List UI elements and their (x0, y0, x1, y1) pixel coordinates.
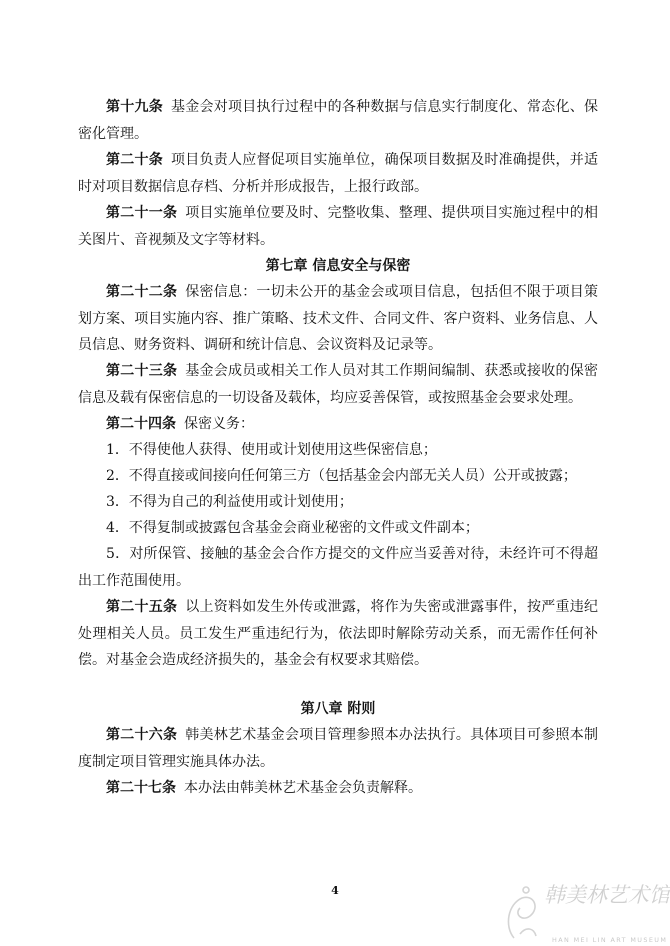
article-label: 第十九条 (106, 99, 163, 115)
article-26 (78, 722, 598, 775)
obligation-item: 3．不得为自己的利益使用或计划使用； (106, 494, 353, 510)
obligation-item: 5．对所保管、接触的基金会合作方提交的文件应当妥善对待，未经许可不得超出工作范围使用。 (78, 546, 598, 589)
obligation-item: 1．不得使他人获得、使用或计划使用这些保密信息； (106, 442, 437, 458)
article-label: 第二十五条 (106, 599, 178, 615)
obligation-item: 4．不得复制或披露包含基金会商业秘密的文件或文件副本； (106, 520, 479, 536)
article-text: 保密信息：一切未公开的基金会或项目信息，包括但不限于项目策划方案、项目实施内容、推广策略、技术文件、合同文件、客户资料、业务信息、人员信息、财务资料、调研和统计信息、会议资料及记录等。 (78, 284, 599, 353)
article-25 (78, 594, 598, 674)
page-number: 4 (331, 884, 339, 897)
article-text: 以上资料如发生外传或泄露，将作为失密或泄露事件，按严重违纪 处理相关人员。员工发生严重违纪行为，依法即时解除劳动关系，而无需作任何补偿。对基金会造成经济损失的，基金会有权要求其赔偿。 (78, 599, 599, 668)
watermark-subtitle: HAN MEI LIN ART MUSEUM (552, 936, 668, 944)
article-text: 项目负责人应督促项目实施单位，确保项目数据及时准确提供，并适时对项目数据信息存档、分析并形成报告，上报行政部。 (78, 152, 599, 195)
article-text: 基金会对项目执行过程中的各种数据与信息实行制度化、常态化、保密化管理。 (78, 99, 599, 142)
chapter-7-heading: 第七章 信息安全与保密 (265, 258, 411, 274)
museum-watermark-logo (500, 868, 670, 946)
watermark-emblem-icon (508, 887, 536, 938)
article-label: 第二十三条 (106, 363, 178, 379)
article-label: 第二十七条 (106, 780, 176, 796)
article-text: 本办法由韩美林艺术基金会负责解释。 (184, 780, 422, 796)
article-label: 第二十六条 (106, 727, 178, 743)
article-19 (78, 94, 598, 147)
article-label: 第二十四条 (106, 416, 176, 432)
article-27 (78, 775, 598, 802)
article-text: 保密义务： (184, 416, 254, 432)
article-24 (78, 411, 598, 438)
watermark-brand: 韩美林艺术馆 (544, 883, 670, 907)
chapter-8-heading: 第八章 附则 (300, 701, 376, 717)
article-text: 基金会成员或相关工作人员对其工作期间编制、获悉或接收的保密信息及载有保密信息的一切设备及载体，均应妥善保管，或按照基金会要求处理。 (78, 363, 599, 406)
article-label: 第二十条 (106, 152, 163, 168)
obligation-item: 2．不得直接或间接向任何第三方（包括基金会内部无关人员）公开或披露； (106, 468, 577, 484)
article-label: 第二十一条 (106, 205, 178, 221)
article-20 (78, 147, 598, 200)
article-text: 韩美林艺术基金会项目管理参照本办法执行。具体项目可参照本制度制定项目管理实施具体办法。 (78, 727, 599, 770)
article-22 (78, 279, 598, 359)
article-21 (78, 200, 598, 253)
article-label: 第二十二条 (106, 284, 178, 300)
article-23 (78, 358, 598, 411)
article-text: 项目实施单位要及时、完整收集、整理、提供项目实施过程中的相关图片、音视频及文字等材料。 (78, 205, 599, 248)
